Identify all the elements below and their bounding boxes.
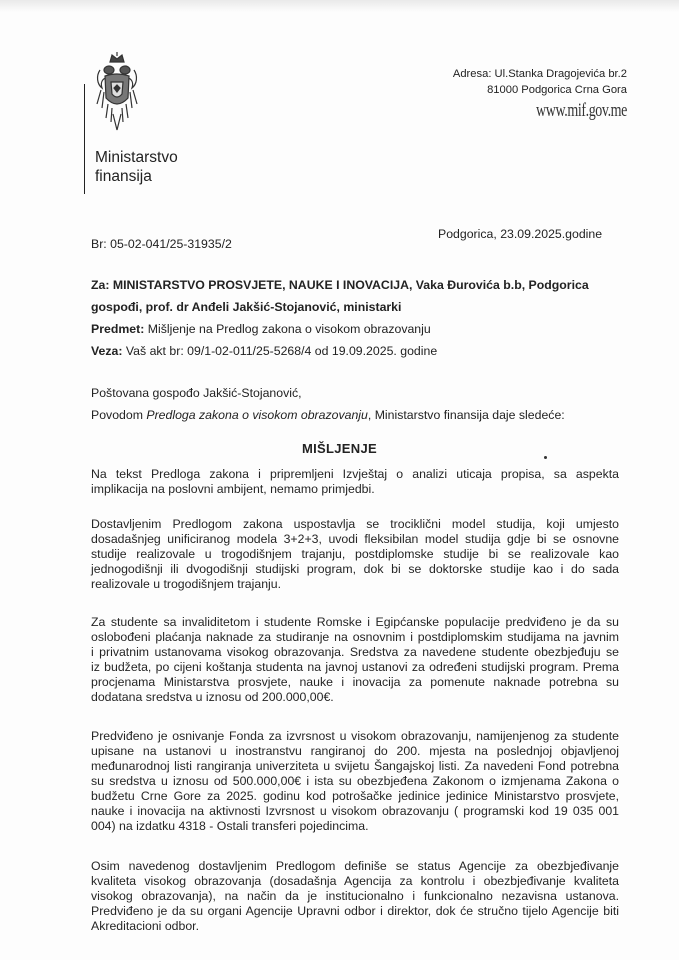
paragraph-4 bbox=[91, 729, 619, 834]
reference-number: Br: 05-02-041/25-31935/2 bbox=[91, 237, 232, 251]
subject-text: Mišljenje na Predlog zakona o visokom obrazovanju bbox=[147, 322, 431, 336]
letterhead-rule bbox=[84, 84, 85, 194]
intro-italic: Predloga zakona o visokom obrazovanju bbox=[146, 408, 368, 422]
paragraph-line: Dostavljenim Predlogom zakona uspostavlja se trociklični model studija, koji umjesto bbox=[91, 517, 619, 531]
intro-after: , Ministarstvo finansija daje sledeće: bbox=[367, 408, 565, 422]
paragraph-line: Osim navedenog dostavljenim Predlogom definiše se status Agencije za obezbjeđivanje bbox=[91, 859, 619, 873]
connection-text: Vaš akt br: 09/1-02-011/25-5268/4 od 19.09.2025. godine bbox=[125, 344, 438, 358]
connection-line bbox=[91, 344, 437, 358]
recipient-institution: MINISTARSTVO PROSVJETE, NAUKE I INOVACIJA, Vaka Đurovića b.b, Podgorica bbox=[112, 278, 589, 292]
paragraph-line: dosadašnjeg unificiranog modela 3+2+3, uvodi fleksibilan model studija gdje bi se osnovne bbox=[91, 532, 619, 546]
intro-before: Povodom bbox=[91, 408, 147, 422]
paragraph-line: visokog obrazovanja), na način da je institucionalno i funkcionalno nezavisna ustanova. bbox=[91, 889, 619, 903]
website-link[interactable]: www.mif.gov.me bbox=[536, 101, 627, 122]
coat-of-arms-icon bbox=[94, 52, 140, 132]
paragraph-line: međunarodnoj listi rangiranja univerziteta u svijetu Šangajskoj listi. Za navedeni Fond potrebna bbox=[91, 759, 619, 773]
address-block bbox=[452, 66, 627, 122]
opinion-heading: MIŠLJENJE bbox=[302, 441, 377, 456]
paragraph-line: su sredstva u iznosu od 500.000,00€ i ista su obezbjeđena Zakonom o izmjenama Zakona o bbox=[91, 774, 619, 788]
paragraph-line: Akreditacioni odbor. bbox=[91, 919, 200, 933]
paragraph-line: dodatana sredstva u iznosu od 200.000,00€. bbox=[91, 690, 334, 704]
scan-mark bbox=[544, 456, 547, 459]
paragraph-line: Na tekst Predloga zakona i pripremljeni Izvještaj o analizi uticaja propisa, sa aspekta bbox=[91, 467, 619, 481]
scan-edge bbox=[0, 0, 679, 12]
salutation: Poštovana gospođo Jakšić-Stojanović, bbox=[91, 386, 302, 400]
paragraph-3 bbox=[91, 615, 619, 705]
paragraph-line: Predviđeno je osnivanje Fonda za izvrsnost u visokom obrazovanju, namijenjenog za studente bbox=[91, 729, 619, 743]
paragraph-line: oslobođeni plaćanja naknade za studiranje na osnovnim i postdiplomskim studijama na javnim bbox=[91, 630, 619, 644]
paragraph-line: i privatnim ustanovama visokog obrazovanja. Sredstva za navedene studente obezbjeđuju se bbox=[91, 645, 619, 659]
paragraph-line: kvaliteta visokog obrazovanja (dosadašnja Agencija za kontrolu i obezbjeđivanje kvaliteta bbox=[91, 874, 619, 888]
recipient-label: Za: bbox=[91, 278, 110, 292]
paragraph-line: iz budžeta, po cijeni koštanja studenta na javnoj ustanovi za određeni studijski program. Prema bbox=[91, 660, 619, 674]
paragraph-line: realizovale u trogodišnjem trajanju. bbox=[91, 577, 282, 591]
ministry-name-line1: Ministarstvo bbox=[95, 149, 178, 166]
ministry-name-line2: finansija bbox=[95, 168, 152, 185]
document-date: Podgorica, 23.09.2025.godine bbox=[438, 227, 603, 241]
subject-label: Predmet: bbox=[91, 322, 145, 336]
paragraph-line: Za studente sa invaliditetom i studente Romske i Egipćanske populacije predviđeno je da su bbox=[91, 615, 619, 629]
paragraph-2 bbox=[91, 517, 619, 592]
paragraph-line: budžetu Crne Gore za 2025. godinu kod potrošačke jedinice jedinice Ministarstvo prosvjete, bbox=[91, 789, 619, 803]
paragraph-5 bbox=[91, 859, 619, 934]
paragraph-line: 004) na izdatku 4318 - Ostali transferi pojedincima. bbox=[91, 819, 369, 833]
paragraph-line: upisane na ustanovi u inostranstvu rangiranoj do 200. mjesta na poslednjoj objavljenoj bbox=[91, 744, 619, 758]
intro-line bbox=[91, 408, 565, 422]
paragraph-1 bbox=[91, 467, 619, 497]
paragraph-line: studije realizovale u trogodišnjem trajanju, postdiplomske studije bi se realizovale kao bbox=[91, 547, 619, 561]
address-street: Adresa: Ul.Stanka Dragojevića br.2 bbox=[452, 68, 627, 80]
address-city: 81000 Podgorica Crna Gora bbox=[487, 84, 627, 96]
paragraph-line: implikacija na poslovni ambijent, nemamo primjedbi. bbox=[91, 482, 375, 496]
paragraph-line: nauke i inovacija na aktivnosti Izvrsnost u visokom obrazovanju ( programski kod 19 035 001 bbox=[91, 804, 619, 818]
recipient-line1 bbox=[91, 278, 589, 292]
ministry-name bbox=[95, 148, 178, 186]
paragraph-line: jednogodišnji ili dvogodišnji studijski program, dok bi se doktorske studije kao i do sada bbox=[91, 562, 619, 576]
connection-label: Veza: bbox=[91, 344, 123, 358]
recipient-line2: gospođi, prof. dr Anđeli Jakšić-Stojanović, ministarki bbox=[91, 300, 402, 314]
paragraph-line: Predviđeno je da su organi Agencije Upravni odbor i direktor, dok će stručno tijelo Agencije biti bbox=[91, 904, 619, 918]
paragraph-line: procjenama Ministarstva prosvjete, nauke i inovacija za pomenute naknade potrebna su bbox=[91, 675, 619, 689]
subject-line bbox=[91, 322, 431, 336]
